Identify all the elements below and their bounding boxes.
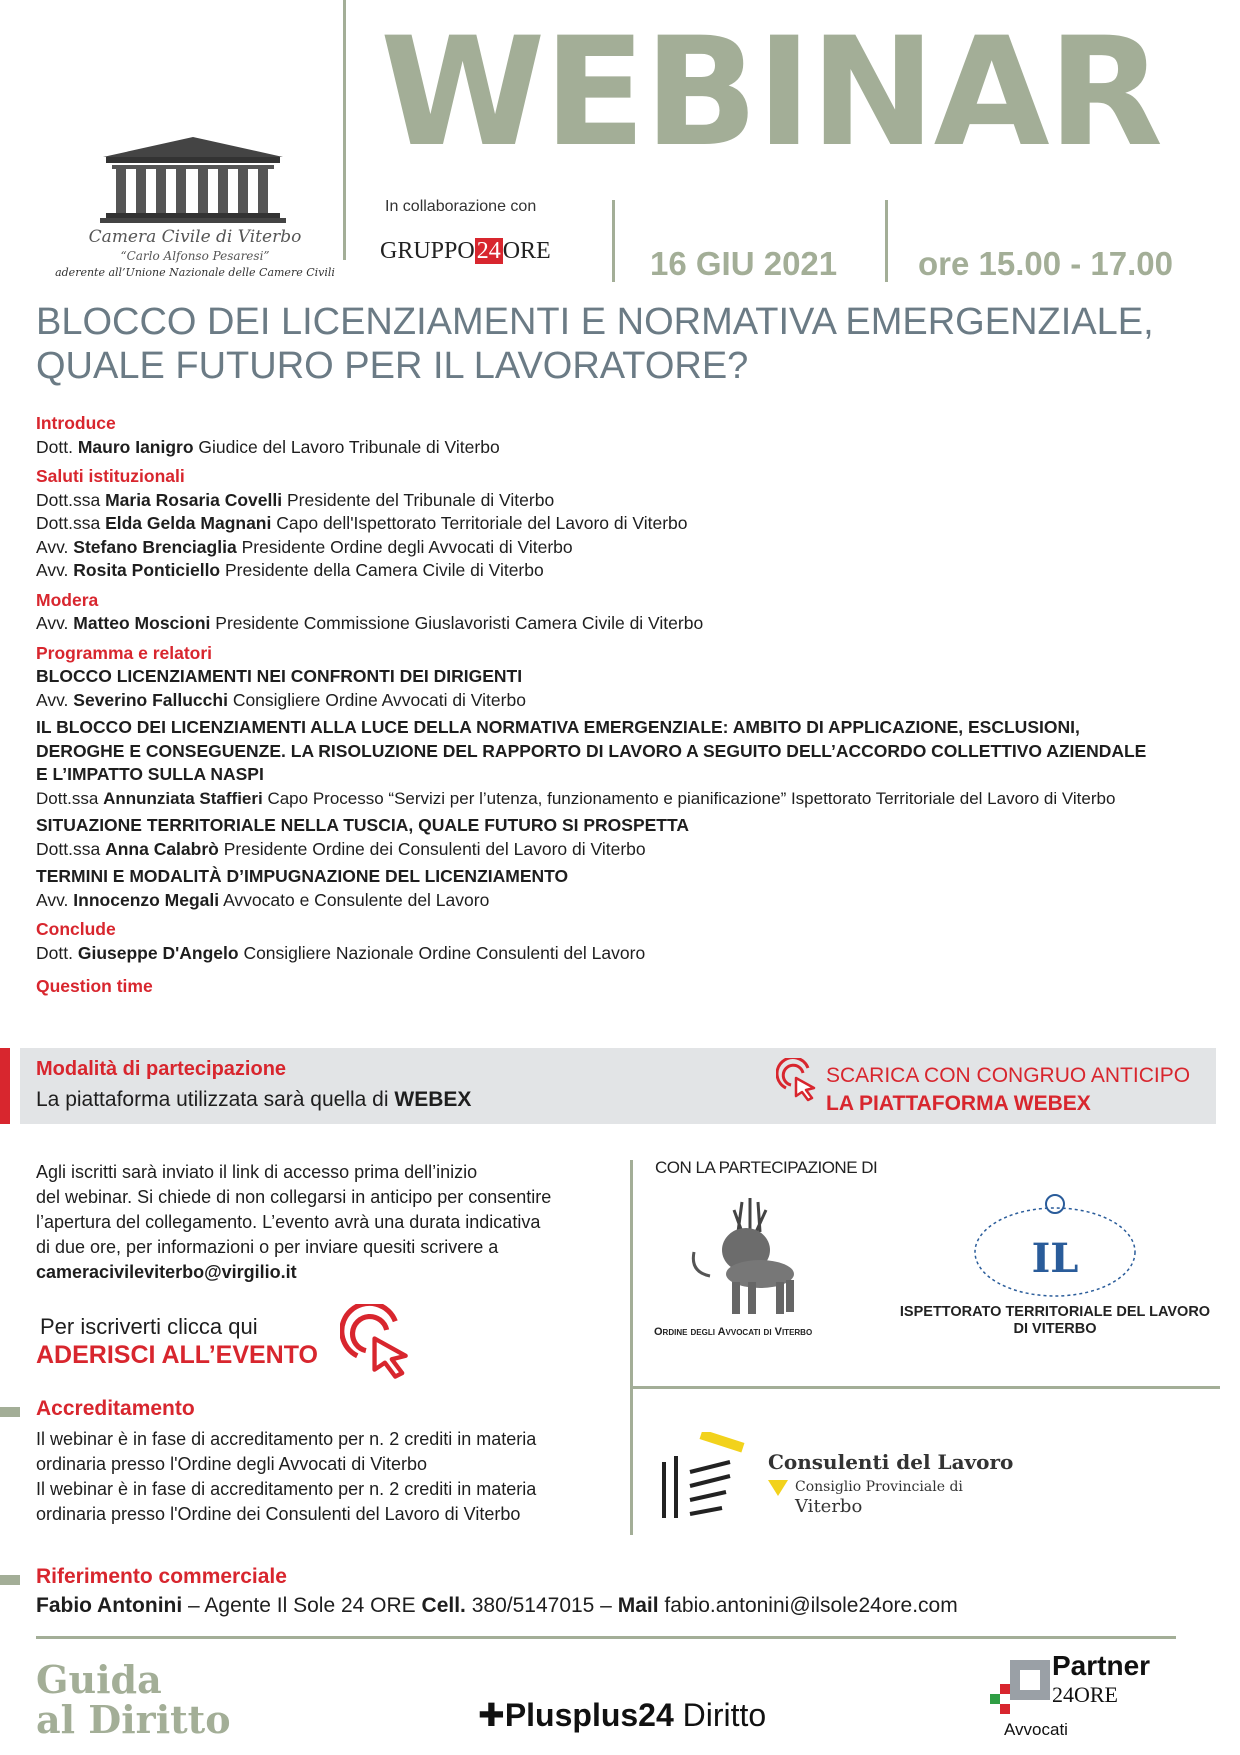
gruppo-24: 24 bbox=[476, 238, 501, 264]
plus-icon: ✚ bbox=[478, 1697, 505, 1733]
consulenti-logo-icon bbox=[660, 1432, 750, 1522]
camera-civile-logo bbox=[55, 135, 335, 285]
date-divider-2 bbox=[885, 200, 888, 282]
event-title-line-2: QUALE FUTURO PER IL LAVORATORE? bbox=[36, 345, 749, 387]
programma-label: Programma e relatori bbox=[36, 642, 213, 663]
accreditamento-label: Accreditamento bbox=[36, 1397, 195, 1420]
speaker-line: Dott. Giuseppe D'Angelo Consigliere Nazionale Ordine Consulenti del Lavoro bbox=[36, 942, 646, 963]
conclude-label: Conclude bbox=[36, 919, 116, 939]
saluti-label: Saluti istituzionali bbox=[36, 466, 185, 486]
header-divider bbox=[343, 0, 346, 260]
speaker-line: Dott. Mauro Ianigro Giudice del Lavoro Tribunale di Viterbo bbox=[36, 436, 500, 457]
partners-divider bbox=[630, 1160, 633, 1535]
question-time: Question time bbox=[36, 976, 153, 996]
introduce-label: Introduce bbox=[36, 413, 116, 433]
register-button[interactable]: ADERISCI ALL’EVENTO bbox=[36, 1341, 318, 1369]
partner-text: Partner bbox=[1052, 1650, 1151, 1681]
partners-hline bbox=[630, 1386, 1220, 1389]
topic-4: TERMINI E MODALITÀ D’IMPUGNAZIONE DEL LICENZIAMENTO bbox=[36, 866, 569, 886]
participation-text: La piattaforma utilizzata sarà quella di WEBEX bbox=[36, 1088, 472, 1111]
partner-avvocati: Avvocati bbox=[1004, 1720, 1068, 1739]
consulenti-title: Consulenti del Lavoro bbox=[768, 1450, 1014, 1474]
speaker-line: Avv. Matteo Moscioni Presidente Commissione Giuslavoristi Camera Civile di Viterbo bbox=[36, 613, 704, 633]
speaker-line: Dott.ssa Anna Calabrò Presidente Ordine dei Consulenti del Lavoro di Viterbo bbox=[36, 838, 646, 859]
consulenti-sub: Consiglio Provinciale di bbox=[795, 1479, 963, 1495]
topic-2: IL BLOCCO DEI LICENZIAMENTI ALLA LUCE DELLA NORMATIVA EMERGENZIALE: AMBITO DI APPLICAZIONE, ESCLUSIONI, DEROGHE E CONSEGUENZE. LA RISOLUZIONE DEL RAPPORTO DI LAVORO A SEGUITO DELL’ACCORDO COLLETTIVO AZIENDALE E L’IMPATTO SULLA NASPI bbox=[36, 717, 1147, 784]
organizer-name: Camera Civile di Viterbo bbox=[88, 227, 302, 247]
event-date: 16 GIU 2021 bbox=[650, 245, 838, 282]
modera-label: Modera bbox=[36, 589, 99, 610]
click-icon bbox=[776, 1058, 820, 1102]
date-divider-1 bbox=[612, 200, 615, 282]
commercial-label: Riferimento commerciale bbox=[36, 1565, 287, 1588]
avvocati-caption: Ordine degli Avvocati di Viterbo bbox=[654, 1326, 813, 1338]
register-click-icon[interactable] bbox=[340, 1304, 416, 1380]
commercial-contact: Fabio Antonini – Agente Il Sole 24 ORE Cell. 380/5147015 – Mail fabio.antonini@ilsole24ore.com bbox=[36, 1594, 958, 1617]
guida-al-diritto-logo: Guida al Diritto bbox=[36, 1657, 231, 1742]
consulenti-city: Viterbo bbox=[795, 1496, 863, 1517]
plusplus24-logo: ✚Plusplus24 Diritto bbox=[478, 1697, 767, 1733]
speaker-line: Dott.ssa Maria Rosaria Covelli Presidente del Tribunale di Viterbo bbox=[36, 489, 555, 510]
partner-24ore: 24ORE bbox=[1052, 1682, 1118, 1707]
download-line-1: SCARICA CON CONGRUO ANTICIPO bbox=[826, 1064, 1191, 1087]
partner24ore-icon bbox=[990, 1660, 1050, 1720]
organizer-subtitle: “Carlo Alfonso Pesaresi” bbox=[120, 249, 270, 263]
webinar-heading: WEBINAR bbox=[380, 6, 1162, 180]
svg-text:IL: IL bbox=[1031, 1235, 1079, 1282]
accreditamento-marker bbox=[0, 1407, 20, 1417]
lion-icon bbox=[680, 1192, 810, 1322]
organizer-note: aderente all’Unione Nazionale delle Camere Civili bbox=[55, 266, 335, 279]
yellow-triangle-icon bbox=[768, 1480, 788, 1496]
speaker-line: Avv. Rosita Ponticiello Presidente della Camera Civile di Viterbo bbox=[36, 560, 544, 580]
commercial-marker bbox=[0, 1575, 20, 1585]
collab-label: In collaborazione con bbox=[385, 198, 537, 215]
speaker-line: Dott.ssa Annunziata Staffieri Capo Processo “Servizi per l’utenza, funzionamento e pianificazione” Ispettorato Territoriale del Lavoro di Viterbo bbox=[36, 788, 1116, 808]
event-time: ore 15.00 - 17.00 bbox=[918, 245, 1174, 282]
participation-label: Modalità di partecipazione bbox=[36, 1058, 287, 1080]
ispettorato-logo bbox=[970, 1192, 1140, 1302]
footer-divider bbox=[36, 1636, 1176, 1639]
topic-3: SITUAZIONE TERRITORIALE NELLA TUSCIA, QUALE FUTURO SI PROSPETTA bbox=[36, 815, 690, 835]
register-prompt: Per iscriverti clicca qui bbox=[40, 1314, 258, 1339]
commercial-mail[interactable]: fabio.antonini@ilsole24ore.com bbox=[658, 1594, 958, 1617]
program bbox=[36, 412, 1236, 999]
partners-label: CON LA PARTECIPAZIONE DI bbox=[655, 1158, 878, 1177]
platform-name: WEBEX bbox=[394, 1088, 472, 1111]
event-title bbox=[36, 300, 1216, 388]
contact-email[interactable]: cameracivileviterbo@virgilio.it bbox=[36, 1262, 297, 1282]
temple-icon bbox=[98, 135, 288, 225]
participation-band-accent bbox=[0, 1048, 10, 1124]
event-title-line-1: BLOCCO DEI LICENZIAMENTI E NORMATIVA EMERGENZIALE, bbox=[36, 301, 1154, 343]
accreditamento-text: Il webinar è in fase di accreditamento per n. 2 crediti in materia ordinaria presso l'Ordine degli Avvocati di Viterbo Il webinar è in fase di accreditamento per n. 2 crediti in materia ordinaria presso l'Ordine dei Consulenti del Lavoro di Viterbo bbox=[36, 1429, 537, 1524]
topic-1: BLOCCO LICENZIAMENTI NEI CONFRONTI DEI DIRIGENTI bbox=[36, 666, 523, 686]
speaker-line: Avv. Severino Fallucchi Consigliere Ordine Avvocati di Viterbo bbox=[36, 689, 526, 710]
info-text: Agli iscritti sarà inviato il link di accesso prima dell’inizio del webinar. Si chiede di non collegarsi in anticipo per consentire l’apertura del collegamento. L’evento avrà una durata indicativa di due ore, per informazioni o per inviare quesiti scrivere a cameracivileviterbo@virgilio.it bbox=[36, 1160, 616, 1285]
speaker-line: Dott.ssa Elda Gelda Magnani Capo dell'Ispettorato Territoriale del Lavoro di Viterbo bbox=[36, 513, 688, 533]
gruppo-text: GRUPPO bbox=[380, 238, 475, 264]
speaker-line: Avv. Stefano Brenciaglia Presidente Ordine degli Avvocati di Viterbo bbox=[36, 536, 573, 557]
gruppo-ore: ORE bbox=[502, 238, 551, 264]
gruppo24ore-logo bbox=[380, 238, 551, 265]
ispettorato-caption: ISPETTORATO TERRITORIALE DEL LAVORO DI VITERBO bbox=[899, 1304, 1211, 1337]
download-line-2[interactable]: LA PIATTAFORMA WEBEX bbox=[826, 1092, 1091, 1115]
speaker-line: Avv. Innocenzo Megali Avvocato e Consulente del Lavoro bbox=[36, 889, 490, 910]
